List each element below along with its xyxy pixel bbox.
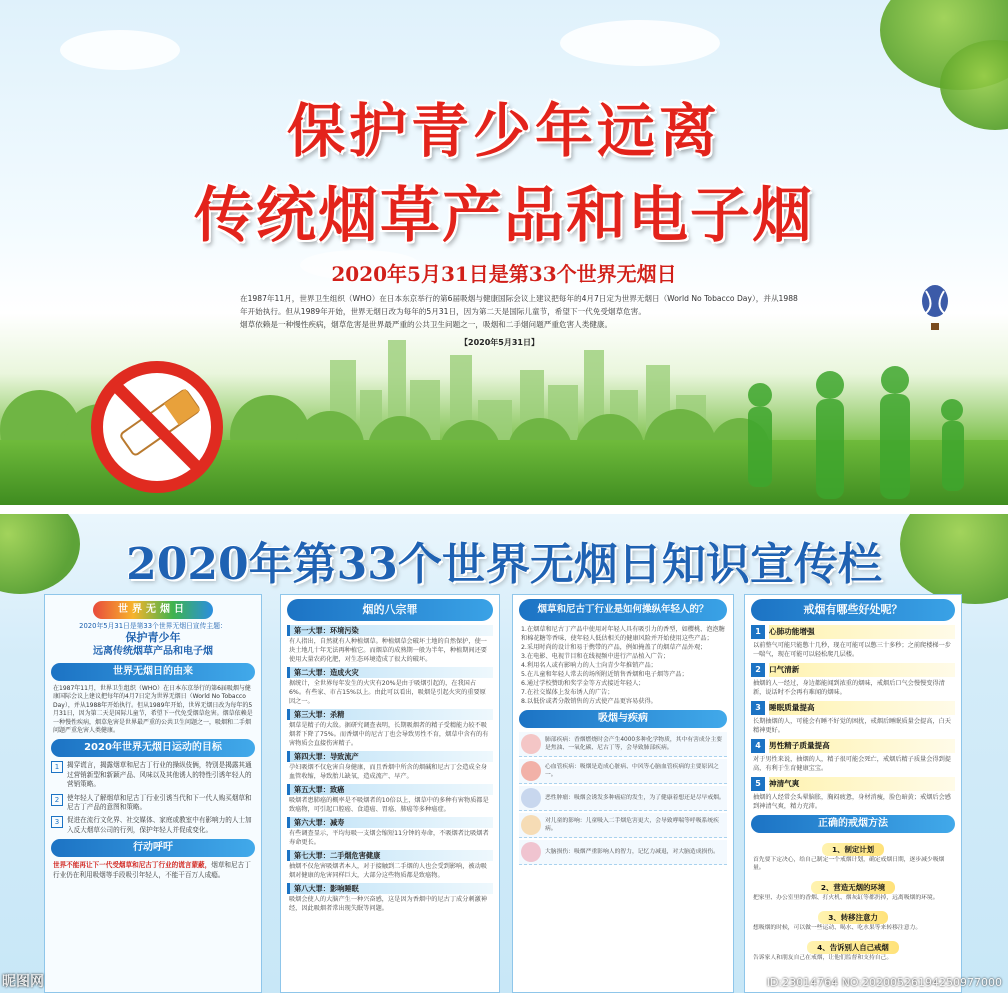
disease-item [519,786,727,811]
sin-text: 吸烟者患肺癌的概率是不吸烟者的10倍以上，烟草中的多种有害物质都是致癌物，可引起口腔癌、食道癌、胃癌、肺癌等多种癌症。 [289,797,489,813]
benefit-row [751,701,955,715]
method-title: 3、转移注意力 [818,911,888,924]
benefit-label: 神清气爽 [769,777,955,791]
method-title: 2、营造无烟的环境 [811,881,895,894]
column-world-no-tobacco-day [44,594,262,993]
watermark-id: ID:23014764 NO:20200526194250977000 [766,976,1002,989]
origin-text: 在1987年11月，世界卫生组织（WHO）在日本东京举行的第6届吸烟与健康国际会议上建议把每年的4月7日定为世界无烟日（World No Tobacco Day），并从1988年开始执行。但从1989年开始，世界无烟日改为每年的5月31日，因为第二天是国际儿童节，希望下一代免受烟草危害。烟草依赖是一种慢性疾病，烟草危害是世界最严重的公共卫生问题之一，吸烟和二手烟问题严重危害人类健康。 [53,685,253,735]
disease-item [519,759,727,784]
sin-text: 抽烟不仅危害吸烟者本人，对于接触到二手烟的人也会受到影响，被动吸烟对健康的危害同样巨大，大部分这些物质都是致癌物。 [289,863,487,879]
no-smoking-sign-icon [82,352,232,502]
goal-text: 揭穿谎言，揭露烟草和尼古丁行业的操纵伎俩，特别是揭露其通过营销新型和新颖产品、风味以及其他诱人的特性引诱年轻人的营销策略。 [67,761,252,789]
disease-text: 心血管疾病：吸烟是造成心脏病、中风等心脑血管疾病的主要原因之一。 [545,764,719,778]
disease-heading: 吸烟与疾病 [519,710,727,728]
disease-item [519,813,727,838]
manipulation-point: 3.在电影、电视节目和在线视频中进行产品植入广告； [521,653,670,660]
method-item [751,935,955,962]
action-body-text: 烟草和尼古丁行业仍在利用吸烟等手段吸引年轻人，不能干百万人成瘾。 [53,861,251,879]
benefit-label: 男性精子质量提高 [769,739,955,753]
method-text: 想吸烟的时候，可以做一些运动、喝水、吃水果等来转移注意力。 [753,925,922,931]
origin-heading: 世界无烟日的由来 [51,663,255,681]
manipulation-point: 5.在儿童和年轻人常去的场所附近销售香烟和电子烟等产品； [521,671,688,678]
manipulation-point: 4.利用名人或有影响力的人士向青少年推销产品； [521,662,657,669]
goal-heading: 2020年世界无烟日运动的目标 [51,739,255,757]
brain-icon [521,842,541,862]
disease-item [519,732,727,757]
benefit-row [751,625,955,639]
method-text: 告诉家人和朋友自己在戒烟，让他们监督和支持自己。 [753,955,893,961]
eight-sins-heading: 烟的八宗罪 [287,599,493,621]
benefits-heading: 戒烟有哪些好处呢？ [751,599,955,621]
manipulation-point: 1.在烟草和尼古丁产品中使用对年轻人具有吸引力的香型，如樱桃、泡泡糖和棉花糖等香味，使年轻人低估相关的健康风险并开始使用这些产品； [521,626,725,642]
benefit-label: 口气清新 [769,663,955,677]
sin-text: 孕妇吸烟不仅危害自身健康，而且香烟中所含的烟碱和尼古丁会造成全身血管收缩，导致胎儿缺氧，造成流产、早产。 [289,764,487,780]
sin-label: 第六大罪：减寿 [287,817,493,828]
date-tag: 【2020年5月31日】 [460,338,539,347]
sin-text: 烟草是精子的大敌。据研究调查表明，长期吸烟者的精子受精能力较不吸烟者下降了75%。而香烟中的尼古丁也会导致男性不育，烟草中含有的有害物质会直接伤害精子。 [289,722,489,747]
cloud [60,30,180,70]
tumor-icon [521,788,541,808]
hot-air-balloon-icon [920,285,950,333]
column-quit-benefits [744,594,962,993]
column-eight-sins [280,594,500,993]
watermark-logo: 昵图网 [2,974,44,990]
benefit-label: 睡眠质量提高 [769,701,955,715]
disease-text: 对儿童的影响：儿童吸入二手烟危害更大，会导致哮喘等呼吸系统疾病。 [545,818,719,832]
world-no-tobacco-day-badge: 世界无烟日 [93,601,213,619]
theme-line-1: 保护青少年 [125,631,181,644]
sin-label: 第八大罪：影响睡眠 [287,883,493,894]
disease-text: 大脑损伤：吸烟严重影响人的智力，记忆力减退，对大脑造成损伤。 [545,849,719,855]
benefit-row [751,777,955,791]
benefit-row [751,663,955,677]
knowledge-board [0,514,1008,993]
method-title: 4、告诉别人自己戒烟 [807,941,899,954]
sin-text: 有人指出，自然就有人种植烟草。种植烟草会破坏土地的自然保护，使一块土地几十年无法再种植它。而烟草的成熟期一般为半年，种植期间还要使用大量农药化肥，对生态环境造成了很大的破坏。 [289,638,487,663]
theme-line-2: 远离传统烟草产品和电子烟 [93,646,213,657]
goal-text: 使年轻人了解烟草和尼古丁行业引诱当代和下一代人购买烟草和尼古丁产品的意图和策略。 [67,793,252,812]
manipulation-point: 8.以低价或者分散销售的方式使产品更容易获得。 [521,698,657,705]
disease-text: 肺部疾病：香烟燃烧时会产生4000多种化学物质，其中有害成分主要是焦油、一氧化碳、尼古丁等，会导致肺部疾病。 [545,737,723,751]
action-text [45,861,261,880]
method-title: 1、制定计划 [822,843,884,856]
benefit-text: 抽烟的人经常会头晕脑胀，胸闷疲惫，身材消瘦，脸色暗黄；戒烟后会感到神清气爽，精力充沛。 [753,794,951,810]
subtitle: 2020年5月31日是第33个世界无烟日 [331,262,677,286]
benefit-number: 5 [751,777,765,791]
benefit-text: 以前整气可能只能憋十几秒，现在可能可以憋三十多秒；之前爬楼梯一步一喘气，现在可能可以轻松爬几层楼。 [753,642,951,658]
intro-paragraph-1: 在1987年11月，世界卫生组织（WHO）在日本东京举行的第6届吸烟与健康国际会议上建议把每年的4月7日定为世界无烟日（World No Tobacco Day），并从1988年开始执行。但从1989年开始，世界无烟日改为每年的5月31日，因为第二天是国际儿童节，希望下一代免受烟草危害。 [240,294,798,316]
goal-item [51,816,255,835]
disease-item [519,840,727,865]
method-item [751,905,955,932]
column-industry-manipulation [512,594,734,993]
benefit-number: 1 [751,625,765,639]
goal-number: 3 [51,816,63,828]
action-red-text: 世界不能再让下一代受烟草和尼古丁行业的谎言蒙蔽， [53,861,212,870]
method-text: 首先要下定决心，给自己制定一个戒烟计划，确定戒烟日期，逐步减少吸烟量。 [753,857,945,871]
sin-text: 吸烟会使人的大脑产生一种兴奋感，这是因为香烟中的尼古丁成分刺激神经，因此吸烟者常出现失眠等问题。 [289,896,487,912]
family-silhouette-illustration [720,355,990,505]
benefit-number: 3 [751,701,765,715]
main-title-line1: 保护青少年远离 [286,97,721,165]
heart-icon [521,761,541,781]
benefit-text: 抽烟的人一经过，身边都能闻到浓重的烟味，戒烟后口气会慢慢变得清新，说话时不会再有难闻的烟味。 [753,680,945,696]
method-item [751,875,955,902]
benefit-text: 对于男性来说，抽烟的人，精子很可能会死亡，戒烟后精子质量会得到提高，有利于生育健康宝宝。 [753,756,951,772]
benefit-text: 长期抽烟的人，可能会有睡不好觉的困扰，戒烟后睡眠质量会提高，白天精神更好。 [753,718,951,734]
sin-label: 第五大罪：致癌 [287,784,493,795]
benefit-label: 心肺功能增强 [769,625,955,639]
lung-icon [521,734,541,754]
sin-text: 据统计，全世界每年发生的火灾有20%是由于吸烟引起的，在我国占6%。有些家、市占15%以上。由此可以看出，吸烟是引起火灾的重要原因之一。 [289,680,486,705]
sin-label: 第七大罪：二手烟危害健康 [287,850,493,861]
benefit-number: 2 [751,663,765,677]
method-heading: 正确的戒烟方法 [751,815,955,833]
sin-text: 有些调查显示，平均每吸一支烟会缩短11分钟的寿命，不吸烟者比吸烟者寿命更长。 [289,830,489,846]
manipulation-point: 6.通过学校赞助和奖学金等方式接近年轻人； [521,680,645,687]
manipulation-heading: 烟草和尼古丁行业是如何操纵年轻人的？ [519,599,727,621]
sin-label: 第一大罪：环境污染 [287,625,493,636]
method-text: 把家里、办公室里的香烟、打火机、烟灰缸等都扔掉，远离吸烟的环境。 [753,895,939,901]
benefit-row [751,739,955,753]
goal-item [51,761,255,789]
goal-number: 2 [51,794,63,806]
action-heading: 行动呼吁 [51,839,255,857]
benefit-number: 4 [751,739,765,753]
manipulation-point: 2.采用时尚的设计和易于携带的产品，例如掩盖了的烟草产品外观； [521,644,707,651]
main-title-line2: 传统烟草产品和电子烟 [194,181,814,251]
cloud [560,20,720,66]
goal-text: 促进在流行文化界、社交媒体、家庭或教室中有影响力的人士加入反大烟草公司的行列，保护年轻人并促成变化。 [67,816,252,834]
sin-label: 第四大罪：导致流产 [287,751,493,762]
sin-label: 第二大罪：造成火灾 [287,667,493,678]
goal-item [51,794,255,813]
method-item [751,837,955,872]
theme-label: 2020年5月31日是第33个世界无烟日宣传主题： [79,622,227,630]
child-icon [521,815,541,835]
goal-number: 1 [51,761,63,773]
knowledge-board-title: 2020年第33个世界无烟日知识宣传栏 [126,539,882,590]
disease-text: 恶性肿瘤：吸烟会诱发多种癌症的发生，为了健康着想还是尽早戒烟。 [545,795,725,801]
intro-paragraph-2: 烟草依赖是一种慢性疾病，烟草危害是世界最严重的公共卫生问题之一，吸烟和二手烟问题严重危害人类健康。 [240,320,613,329]
sin-label: 第三大罪：杀精 [287,709,493,720]
manipulation-point: 7.在社交媒体上发布诱人的广告； [521,689,614,696]
